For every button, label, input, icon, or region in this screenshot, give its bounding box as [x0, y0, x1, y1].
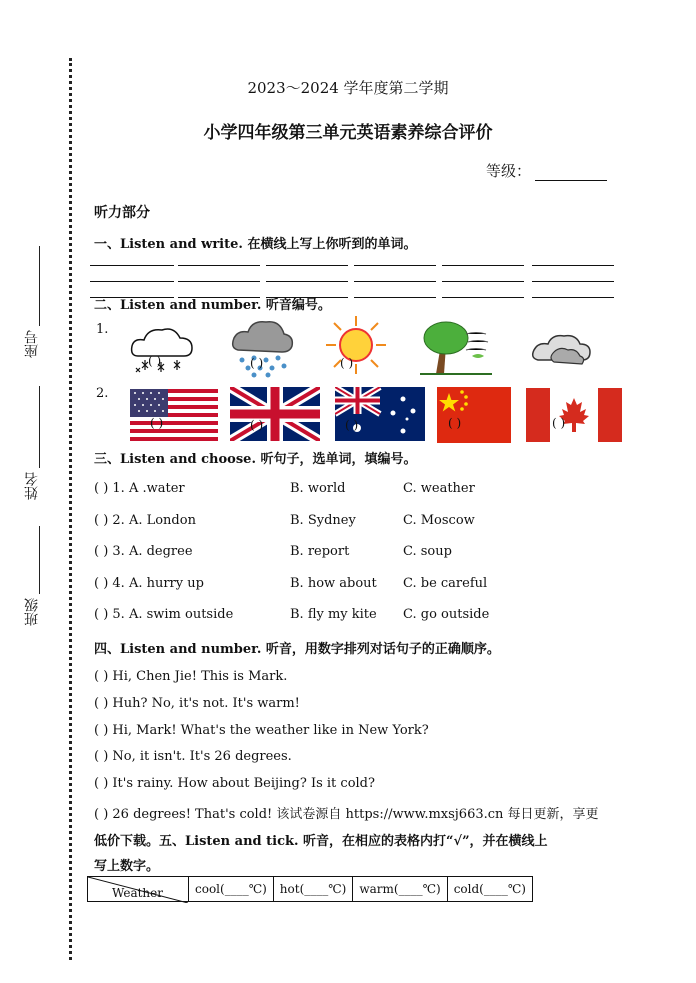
- choice-4-b: B. how about: [290, 575, 377, 591]
- row2-number: 2.: [96, 386, 109, 401]
- write-blank[interactable]: [354, 297, 436, 298]
- paren-2: ( ): [250, 356, 264, 370]
- section1-title: 一、Listen and write. 在横线上写上你听到的单词。: [94, 237, 417, 252]
- usa-flag: [130, 389, 218, 441]
- table-header-label: Weather: [112, 886, 163, 900]
- dialogue-line-4[interactable]: ( ) No, it isn't. It's 26 degrees.: [94, 749, 292, 765]
- page-title: 小学四年级第三单元英语素养综合评价: [203, 123, 493, 143]
- write-blank[interactable]: [532, 297, 614, 298]
- dialogue-line-6[interactable]: ( ) 26 degrees! That's cold! 该试卷源自 https://www.mxsj663.cn 每日更新，享更: [94, 807, 599, 822]
- listening-heading: 听力部分: [94, 205, 150, 221]
- choice-3-n[interactable]: ( ) 3. A. degree: [94, 544, 193, 559]
- write-blank[interactable]: [266, 265, 348, 266]
- dialogue-line-1[interactable]: ( ) Hi, Chen Jie! This is Mark.: [94, 669, 288, 684]
- windy-tree-icon: [420, 316, 492, 376]
- choice-1-n[interactable]: ( ) 1. A .water: [94, 481, 185, 496]
- section3-title: 三、Listen and choose. 听句子，选单词，填编号。: [94, 452, 417, 467]
- write-blank[interactable]: [354, 265, 436, 266]
- choice-1-b: B. world: [290, 481, 346, 496]
- write-blank[interactable]: [90, 265, 174, 266]
- dialogue-line-3[interactable]: ( ) Hi, Mark! What's the weather like in New York?: [94, 722, 429, 738]
- paren-flag-5: ( ): [552, 416, 566, 430]
- paren-flag-3: ( ): [345, 418, 359, 432]
- name-line: [39, 386, 40, 468]
- paren-1: ( ): [148, 354, 162, 368]
- choice-2-b: B. Sydney: [290, 512, 356, 528]
- write-blank[interactable]: [442, 297, 524, 298]
- write-blank[interactable]: [442, 281, 524, 282]
- table-cell-cold[interactable]: cold(____℃): [447, 877, 532, 902]
- dialogue-line-5[interactable]: ( ) It's rainy. How about Beijing? Is it cold?: [94, 776, 375, 792]
- write-blank[interactable]: [178, 265, 260, 266]
- paren-flag-4: ( ): [448, 416, 462, 430]
- write-blank[interactable]: [266, 281, 348, 282]
- table-cell-warm[interactable]: warm(____℃): [353, 877, 447, 902]
- section5-wrap-line2: 写上数字。: [94, 859, 160, 874]
- table-cell-hot[interactable]: hot(____℃): [273, 877, 353, 902]
- grade-label: 等级：: [486, 162, 532, 180]
- choice-5-c: C. go outside: [403, 607, 490, 622]
- choice-4-n[interactable]: ( ) 4. A. hurry up: [94, 575, 204, 591]
- choice-3-b: B. report: [290, 544, 350, 559]
- paren-flag-2: ( ): [250, 418, 264, 432]
- write-blank[interactable]: [90, 281, 174, 282]
- choice-2-c: C. Moscow: [403, 512, 475, 528]
- seat-number-line: [39, 246, 40, 326]
- class-line: [39, 526, 40, 594]
- choice-4-c: C. be careful: [403, 575, 488, 591]
- paren-3: ( ): [340, 356, 354, 370]
- grade-field[interactable]: [486, 160, 607, 181]
- grade-blank[interactable]: [535, 164, 607, 181]
- year-line: 2023～2024 学年度第二学期: [247, 79, 449, 97]
- cloudy-icon: [530, 330, 594, 370]
- section4-title: 四、Listen and number. 听音，用数字排列对话句子的正确顺序。: [94, 642, 500, 657]
- choice-5-b: B. fly my kite: [290, 607, 377, 622]
- choice-1-c: C. weather: [403, 481, 475, 496]
- binding-dotted-line: [69, 58, 72, 960]
- write-blank[interactable]: [532, 281, 614, 282]
- write-blank[interactable]: [354, 281, 436, 282]
- class-label: 班级: [24, 598, 40, 626]
- weather-table: [87, 876, 533, 902]
- write-blank[interactable]: [532, 265, 614, 266]
- canada-flag: [526, 388, 622, 442]
- section5-wrap-line: 低价下载。五、Listen and tick. 听音，在相应的表格内打“√”，并在横线上: [94, 834, 548, 849]
- choice-2-n[interactable]: ( ) 2. A. London: [94, 512, 196, 528]
- paren-flag-1: ( ): [150, 416, 164, 430]
- choice-3-c: C. soup: [403, 544, 452, 559]
- snowy-cloud-icon: [128, 318, 198, 378]
- table-header-cell: [88, 877, 189, 902]
- row1-number: 1.: [96, 322, 109, 337]
- table-cell-cool[interactable]: cool(____℃): [189, 877, 274, 902]
- write-blank[interactable]: [442, 265, 524, 266]
- name-label: 姓名: [24, 472, 40, 500]
- uk-flag: [230, 387, 320, 441]
- australia-flag: [335, 387, 425, 441]
- china-flag: [437, 387, 511, 443]
- sun-icon: [324, 314, 388, 376]
- seat-number-label: 座号: [24, 330, 40, 358]
- write-blank[interactable]: [178, 281, 260, 282]
- dialogue-line-2[interactable]: ( ) Huh? No, it's not. It's warm!: [94, 695, 300, 711]
- section2-title: 二、Listen and number. 听音编号。: [94, 298, 331, 313]
- choice-5-n[interactable]: ( ) 5. A. swim outside: [94, 607, 234, 622]
